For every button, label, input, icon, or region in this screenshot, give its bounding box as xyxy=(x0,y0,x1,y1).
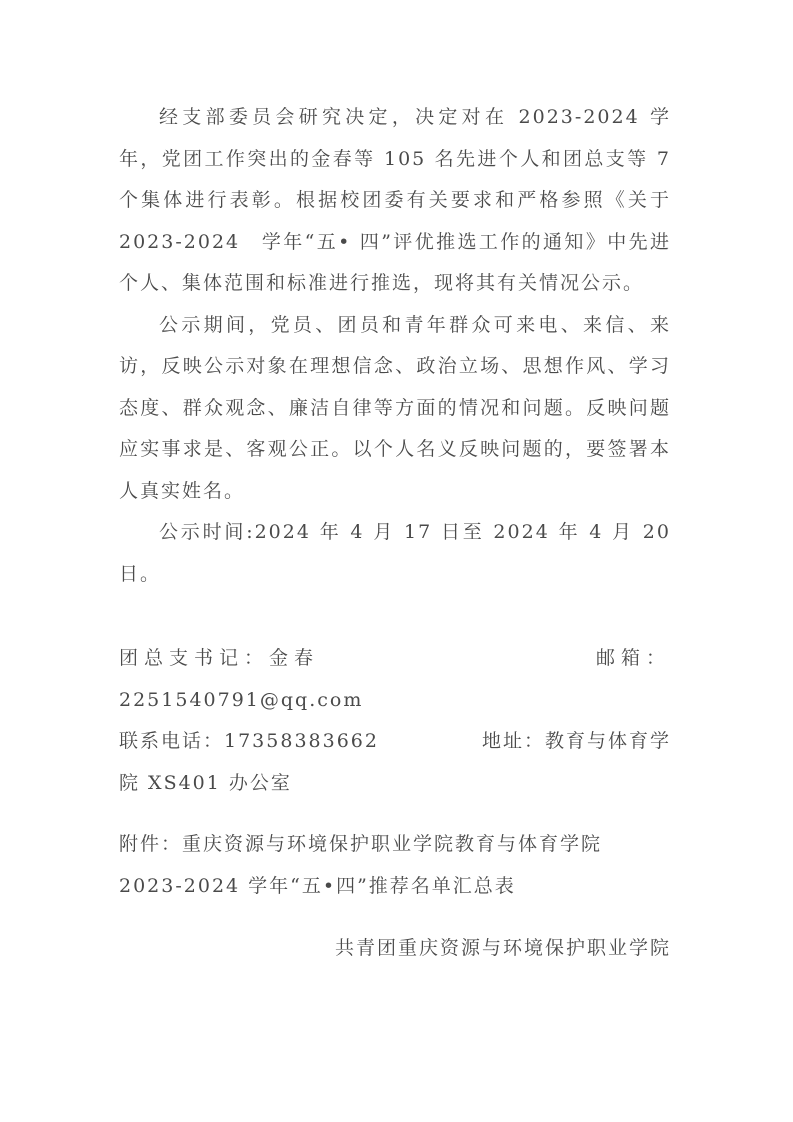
secretary-label: 团总支书记：金春 xyxy=(119,647,320,669)
attachment-line-2: 2023-2024 学年“五•四”推荐名单汇总表 xyxy=(119,874,516,897)
address-value: 院 XS401 办公室 xyxy=(119,771,292,794)
notice-body xyxy=(119,97,671,595)
notice-paragraph-2: 公示期间，党员、团员和青年群众可来电、来信、来访，反映公示对象在理想信念、政治立场、思想作风、学习态度、群众观念、廉洁自律等方面的情况和问题。反映问题应实事求是、客观公正。以个人名义反映问题的，要签署本人真实姓名。 xyxy=(119,313,671,502)
attachment-line-1: 附件：重庆资源与环境保护职业学院教育与体育学院 xyxy=(119,833,603,855)
signature-section xyxy=(119,928,671,970)
contact-section xyxy=(119,638,671,804)
phone-number: 联系电话：17358383662 xyxy=(119,730,379,752)
email-label: 邮箱： xyxy=(595,647,671,669)
signature-org: 共青团重庆资源与环境保护职业学院 xyxy=(334,937,671,959)
notice-paragraph-3: 公示时间:2024 年 4 月 17 日至 2024 年 4 月 20 日。 xyxy=(119,521,671,585)
notice-paragraph-1: 经支部委员会研究决定，决定对在 2023-2024 学年，党团工作突出的金春等 105 名先进个人和团总支等 7 个集体进行表彰。根据校团委有关要求和严格参照《关于 2023-2024 学年“五• 四”评优推选工作的通知》中先进个人、集体范围和标准进行推选，现将其有关情况公示。 xyxy=(119,106,671,294)
contact-row-phone xyxy=(119,721,671,763)
email-value: 2251540791@qq.com xyxy=(119,688,364,711)
attachment-section xyxy=(119,824,671,907)
address-label: 地址：教育与体育学 xyxy=(481,730,671,752)
contact-row-secretary xyxy=(119,638,671,680)
